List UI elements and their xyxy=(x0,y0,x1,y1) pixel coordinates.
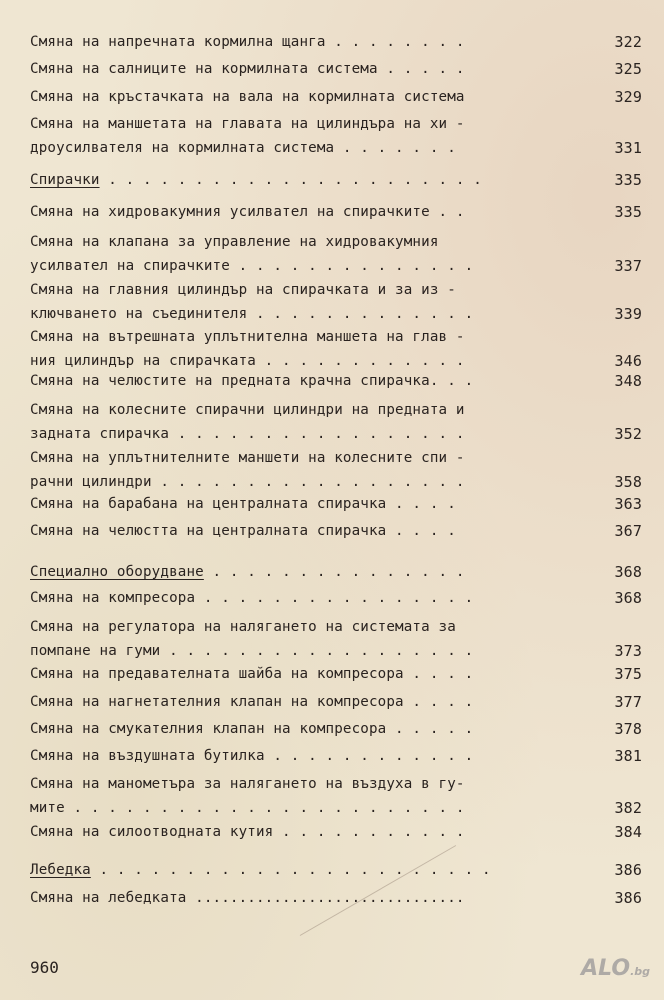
toc-page-number: 386 xyxy=(614,861,642,879)
toc-entry xyxy=(30,615,642,663)
toc-page-number: 382 xyxy=(614,799,642,817)
watermark-suffix: .bg xyxy=(630,965,650,978)
toc-entry-text: мите . . . . . . . . . . . . . . . . . . . . . . . xyxy=(30,800,465,816)
toc-page-number: 348 xyxy=(614,372,642,390)
watermark-logo xyxy=(581,956,650,981)
toc-entry xyxy=(30,369,642,393)
toc-line xyxy=(30,717,642,741)
toc-entry-text: Смяна на компресора . . . . . . . . . . . . . . . . xyxy=(30,590,474,606)
toc-line xyxy=(30,112,642,136)
toc-entry xyxy=(30,519,642,543)
toc-entry-text: Смяна на колесните спирачни цилиндри на предната и xyxy=(30,402,465,418)
toc-line xyxy=(30,662,642,686)
toc-line xyxy=(30,422,642,446)
toc-line xyxy=(30,615,642,639)
toc-line xyxy=(30,302,642,326)
toc-page-number: 335 xyxy=(614,171,642,189)
toc-line xyxy=(30,398,642,422)
toc-page-number: 381 xyxy=(614,747,642,765)
toc-page-number: 331 xyxy=(614,139,642,157)
toc-entry-text: Смяна на нагнетателния клапан на компресора . . . . xyxy=(30,694,474,710)
toc-page-number: 367 xyxy=(614,522,642,540)
toc-entry xyxy=(30,398,642,446)
toc-page-number: 377 xyxy=(614,693,642,711)
toc-entry-text: Смяна на челюстта на централната спирачка . . . . xyxy=(30,523,456,539)
toc-entry-text: рачни цилиндри . . . . . . . . . . . . . . . . . . xyxy=(30,474,465,490)
toc-entry xyxy=(30,325,642,373)
toc-entry xyxy=(30,200,642,224)
toc-entry-text: задната спирачка . . . . . . . . . . . . . . . . . xyxy=(30,426,465,442)
toc-page-number: 375 xyxy=(614,665,642,683)
toc-line xyxy=(30,254,642,278)
toc-entry xyxy=(30,662,642,686)
toc-entry-text: Смяна на смукателния клапан на компресора . . . . . xyxy=(30,721,474,737)
toc-entry-text: Смяна на хидровакумния усилвател на спирачките . . xyxy=(30,204,465,220)
toc-entry-text: Смяна на силоотводната кутия . . . . . . . . . . . xyxy=(30,824,465,840)
toc-entry-text: Смяна на салниците на кормилната система . . . . . xyxy=(30,61,465,77)
toc-entry xyxy=(30,744,642,768)
section-title: Спирачки xyxy=(30,172,100,188)
toc-page-number: 346 xyxy=(614,352,642,370)
toc-section-heading xyxy=(30,168,642,192)
toc-line xyxy=(30,57,642,81)
toc-page-number: 384 xyxy=(614,823,642,841)
toc-entry xyxy=(30,820,642,844)
page-number: 960 xyxy=(30,958,59,977)
toc-page-number: 358 xyxy=(614,473,642,491)
toc-line xyxy=(30,560,642,584)
toc-page-number: 368 xyxy=(614,563,642,581)
toc-line xyxy=(30,744,642,768)
toc-page-number: 337 xyxy=(614,257,642,275)
toc-line xyxy=(30,639,642,663)
toc-page-number: 368 xyxy=(614,589,642,607)
toc-line xyxy=(30,30,642,54)
toc-entry-text: Смяна на барабана на централната спирачка . . . . xyxy=(30,496,456,512)
toc-entry-text: усилвател на спирачките . . . . . . . . . . . . . . xyxy=(30,258,474,274)
toc-entry-text: Смяна на регулатора на налягането на системата за xyxy=(30,619,456,635)
toc-line xyxy=(30,492,642,516)
toc-line xyxy=(30,586,642,610)
toc-entry-text: дроусилвателя на кормилната система . . . . . . . xyxy=(30,140,456,156)
toc-entry xyxy=(30,886,642,910)
toc-entry-text: Смяна на маншетата на главата на цилиндъра на хи - xyxy=(30,116,465,132)
toc-entry xyxy=(30,30,642,54)
toc-entry xyxy=(30,85,642,109)
toc-entry xyxy=(30,278,642,326)
toc-entry-text: Смяна на напречната кормилна щанга . . . . . . . . xyxy=(30,34,465,50)
toc-entry xyxy=(30,586,642,610)
toc-page-number: 322 xyxy=(614,33,642,51)
toc-entry xyxy=(30,717,642,741)
toc-line xyxy=(30,278,642,302)
section-title: Лебедка xyxy=(30,862,91,878)
toc-entry-text: Смяна на манометъра за налягането на въздуха в гу- xyxy=(30,776,465,792)
toc-page-number: 386 xyxy=(614,889,642,907)
toc-line xyxy=(30,519,642,543)
toc-entry xyxy=(30,446,642,494)
toc-line xyxy=(30,446,642,470)
toc-entry-text: Специално оборудване . . . . . . . . . . . . . . . xyxy=(30,564,465,580)
toc-entry-text: Смяна на главния цилиндър на спирачката и за из - xyxy=(30,282,456,298)
toc-page-number: 378 xyxy=(614,720,642,738)
toc-entry xyxy=(30,690,642,714)
toc-page-number: 363 xyxy=(614,495,642,513)
toc-entry-text: ключването на съединителя . . . . . . . . . . . . . xyxy=(30,306,474,322)
toc-section-heading xyxy=(30,560,642,584)
toc-page-number: 325 xyxy=(614,60,642,78)
toc-page-number: 329 xyxy=(614,88,642,106)
toc-page-number: 339 xyxy=(614,305,642,323)
toc-entry-text: Смяна на челюстите на предната крачна спирачка. . . xyxy=(30,373,474,389)
toc-line xyxy=(30,136,642,160)
toc-line xyxy=(30,772,642,796)
toc-entry xyxy=(30,112,642,160)
toc-entry-text: Смяна на вътрешната уплътнителна маншета на глав - xyxy=(30,329,465,345)
toc-entry xyxy=(30,492,642,516)
toc-entry-text: Смяна на лебедката ............................... xyxy=(30,890,465,906)
toc-entry-text: Смяна на въздушната бутилка . . . . . . . . . . . . xyxy=(30,748,474,764)
toc-entry xyxy=(30,772,642,820)
toc-line xyxy=(30,168,642,192)
toc-line xyxy=(30,369,642,393)
toc-entry xyxy=(30,57,642,81)
toc-line xyxy=(30,690,642,714)
toc-section-heading xyxy=(30,858,642,882)
toc-line xyxy=(30,325,642,349)
toc-entry-text: Спирачки . . . . . . . . . . . . . . . . . . . . . . xyxy=(30,172,482,188)
toc-line xyxy=(30,796,642,820)
toc-entry xyxy=(30,230,642,278)
section-title: Специално оборудване xyxy=(30,564,204,580)
toc-line xyxy=(30,85,642,109)
toc-page-number: 373 xyxy=(614,642,642,660)
toc-entry-text: Смяна на кръстачката на вала на кормилната система xyxy=(30,89,465,105)
toc-entry-text: Смяна на предавателната шайба на компресора . . . . xyxy=(30,666,474,682)
toc-line xyxy=(30,470,642,494)
toc-line xyxy=(30,886,642,910)
toc-entry-text: Смяна на клапана за управление на хидровакумния xyxy=(30,234,439,250)
toc-line xyxy=(30,200,642,224)
toc-line xyxy=(30,820,642,844)
toc-entry-text: помпане на гуми . . . . . . . . . . . . . . . . . . xyxy=(30,643,474,659)
watermark-text: ALO xyxy=(581,956,631,981)
toc-entry-text: ния цилиндър на спирачката . . . . . . . . . . . . xyxy=(30,353,465,369)
toc-page-number: 352 xyxy=(614,425,642,443)
toc-entry-text: Лебедка . . . . . . . . . . . . . . . . . . . . . . . xyxy=(30,862,491,878)
toc-line xyxy=(30,858,642,882)
toc-entry-text: Смяна на уплътнителните маншети на колесните спи - xyxy=(30,450,465,466)
toc-line xyxy=(30,230,642,254)
toc-page-number: 335 xyxy=(614,203,642,221)
